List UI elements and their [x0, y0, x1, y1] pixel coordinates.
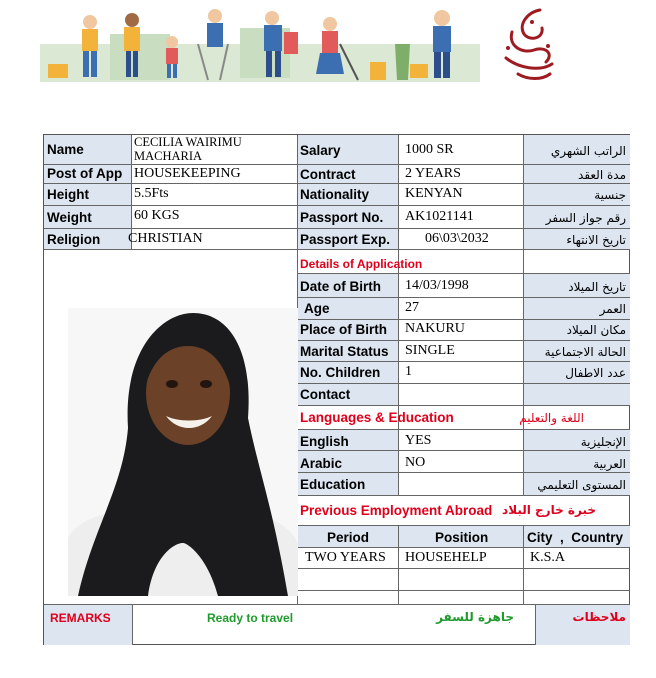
name-value: CECILIA WAIRIMU MACHARIA: [134, 135, 242, 163]
nationality-label: Nationality: [300, 187, 370, 202]
nationality-ar: جنسية: [594, 188, 626, 202]
employment-position: HOUSEHELP: [405, 550, 487, 565]
marital-ar: الحالة الاجتماعية: [544, 345, 626, 359]
religion-label: Religion: [47, 232, 101, 247]
children-ar: عدد الاطفال: [565, 366, 626, 380]
remarks-label: REMARKS: [50, 611, 111, 625]
education-label: Education: [300, 477, 366, 492]
english-ar: الإنجليزية: [580, 435, 626, 449]
salary-ar: الراتب الشهري: [550, 144, 626, 158]
dob-ar: تاريخ الميلاد: [568, 280, 626, 294]
contact-label: Contact: [300, 387, 351, 402]
employment-country: K.S.A: [530, 550, 566, 565]
employment-heading: Previous Employment Abroad: [300, 503, 493, 518]
remarks-value-ar: جاهزة للسفر: [436, 610, 514, 624]
arabic-ar: العربية: [593, 457, 626, 471]
passport-label: Passport No.: [300, 210, 384, 225]
cleaners-illustration: [40, 4, 480, 84]
passport-ar: رقم جواز السفر: [545, 211, 626, 225]
pob-value: NAKURU: [405, 321, 465, 336]
age-label: Age: [304, 301, 330, 316]
logo-calligraphy-icon: [488, 2, 568, 84]
weight-label: Weight: [47, 210, 92, 225]
post-label: Post of App: [47, 166, 123, 181]
dob-label: Date of Birth: [300, 279, 381, 294]
height-value: 5.5Fts: [134, 186, 169, 201]
education-ar: المستوى التعليمي: [537, 478, 626, 492]
english-label: English: [300, 434, 349, 449]
arabic-value: NO: [405, 455, 426, 470]
passport-exp-ar: تاريخ الانتهاء: [566, 233, 626, 247]
children-value: 1: [405, 364, 412, 379]
contract-label: Contract: [300, 167, 356, 182]
col-period: Period: [327, 530, 370, 545]
marital-label: Marital Status: [300, 344, 389, 359]
employment-period: TWO YEARS: [305, 550, 386, 565]
applicant-photo: [68, 308, 298, 596]
contract-ar: مدة العقد: [578, 168, 626, 182]
languages-heading-ar: اللغة والتعليم: [519, 411, 584, 425]
pob-label: Place of Birth: [300, 322, 388, 337]
marital-value: SINGLE: [405, 343, 455, 358]
employment-heading-ar: خبرة خارج البلاد: [502, 503, 596, 517]
pob-ar: مكان الميلاد: [566, 323, 626, 337]
weight-value: 60 KGS: [134, 208, 180, 223]
religion-value: CHRISTIAN: [128, 231, 203, 246]
name-label: Name: [47, 142, 84, 157]
dob-value: 14/03/1998: [405, 278, 469, 293]
remarks-label-ar: ملاحظات: [572, 610, 626, 624]
age-ar: العمر: [599, 302, 626, 316]
applicant-portrait-icon: [68, 308, 298, 596]
salary-label: Salary: [300, 143, 341, 158]
passport-exp-value: 06\03\2032: [425, 231, 489, 246]
contract-value: 2 YEARS: [405, 166, 461, 181]
col-city-country: City , Country: [527, 530, 624, 545]
height-label: Height: [47, 187, 89, 202]
col-position: Position: [435, 530, 489, 545]
nationality-value: KENYAN: [405, 186, 463, 201]
post-value: HOUSEKEEPING: [134, 166, 241, 181]
languages-heading: Languages & Education: [300, 410, 454, 425]
details-heading: Details of Application: [300, 257, 423, 271]
passport-exp-label: Passport Exp.: [300, 232, 391, 247]
arabic-label: Arabic: [300, 456, 343, 471]
age-value: 27: [405, 300, 419, 315]
passport-value: AK1021141: [405, 209, 474, 224]
salary-value: 1000 SR: [405, 142, 454, 157]
children-label: No. Children: [300, 365, 381, 380]
agency-logo: [488, 2, 568, 84]
english-value: YES: [405, 433, 432, 448]
remarks-value: Ready to travel: [207, 611, 294, 625]
cleaning-banner: [40, 4, 480, 84]
